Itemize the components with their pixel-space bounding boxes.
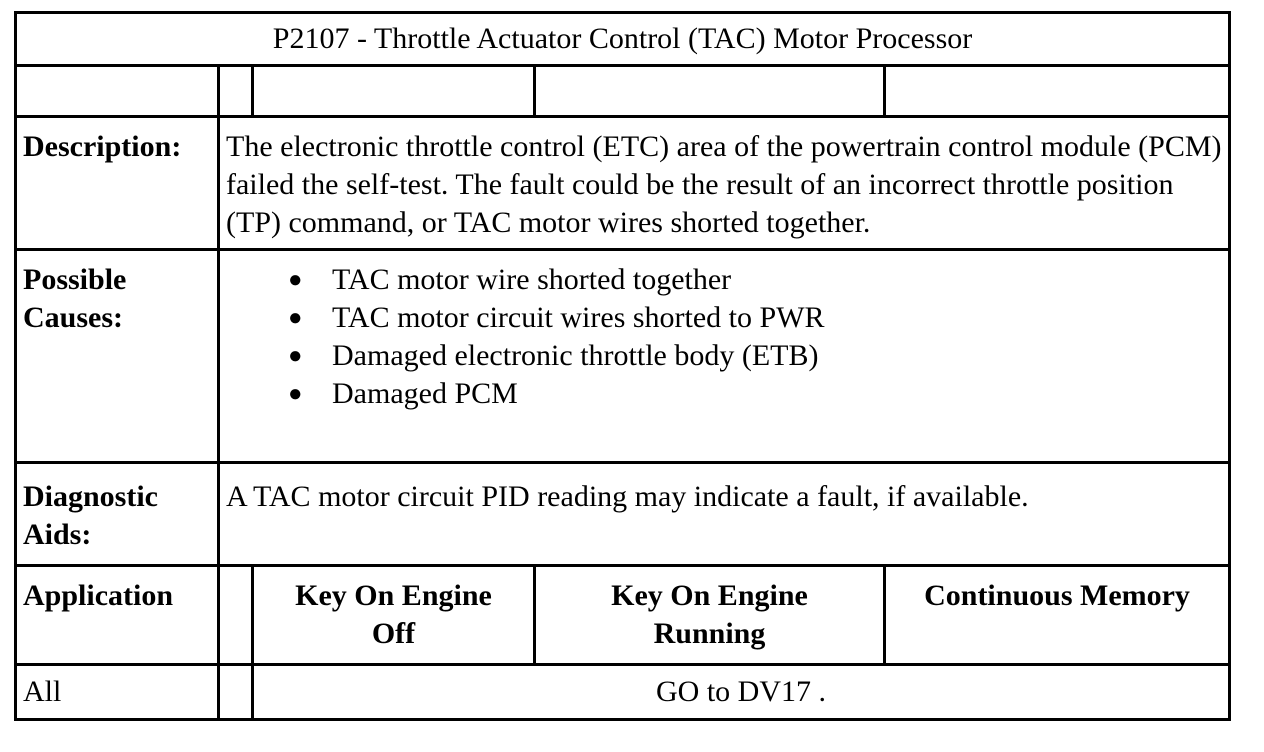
possible-causes-row bbox=[16, 250, 1230, 463]
blank-cell bbox=[535, 66, 885, 117]
diagnostic-aids-label-line1: Diagnostic bbox=[23, 480, 158, 513]
cause-text: TAC motor circuit wires shorted to PWR bbox=[332, 301, 825, 334]
bullet-icon: ● bbox=[288, 343, 303, 369]
list-item bbox=[288, 337, 1222, 375]
continuous-memory-header: Continuous Memory bbox=[885, 566, 1230, 665]
blank-cell bbox=[219, 566, 253, 665]
blank-cell bbox=[885, 66, 1230, 117]
blank-cell bbox=[253, 66, 535, 117]
koeo-header-line2: Off bbox=[371, 617, 416, 650]
koer-header-line2: Running bbox=[653, 617, 766, 650]
description-text: The electronic throttle control (ETC) area of the powertrain control module (PCM) failed the self-test. The fault could be the result of an incorrect throttle position (TP) command, or TAC motor wires shorted together. bbox=[219, 117, 1230, 250]
blank-cell bbox=[16, 66, 219, 117]
cause-text: Damaged PCM bbox=[332, 377, 518, 410]
blank-cell bbox=[219, 665, 253, 720]
list-item bbox=[288, 299, 1222, 337]
dtc-document bbox=[14, 11, 1231, 721]
go-to-dv17-text: GO to DV17 . bbox=[253, 665, 1230, 720]
koer-header-line1: Key On Engine bbox=[611, 579, 808, 612]
dtc-table bbox=[14, 11, 1231, 721]
koeo-header bbox=[253, 566, 535, 665]
dtc-title: P2107 - Throttle Actuator Control (TAC) Motor Processor bbox=[16, 13, 1230, 66]
possible-causes-label bbox=[16, 250, 219, 463]
possible-causes-label-line2: Causes: bbox=[23, 301, 124, 334]
list-item bbox=[288, 375, 1222, 413]
koer-header bbox=[535, 566, 885, 665]
cause-text: TAC motor wire shorted together bbox=[332, 263, 732, 296]
possible-causes-label-line1: Possible bbox=[23, 263, 127, 296]
bullet-icon: ● bbox=[288, 267, 303, 293]
description-row bbox=[16, 117, 1230, 250]
possible-causes-list bbox=[226, 261, 1222, 413]
bullet-icon: ● bbox=[288, 381, 303, 407]
application-row bbox=[16, 665, 1230, 720]
application-all-label: All bbox=[16, 665, 219, 720]
description-label: Description: bbox=[16, 117, 219, 250]
diagnostic-aids-text: A TAC motor circuit PID reading may indicate a fault, if available. bbox=[219, 463, 1230, 566]
application-header-row bbox=[16, 566, 1230, 665]
diagnostic-aids-label-line2: Aids: bbox=[23, 518, 92, 551]
koeo-header-line1: Key On Engine bbox=[295, 579, 492, 612]
application-label: Application bbox=[16, 566, 219, 665]
blank-row bbox=[16, 66, 1230, 117]
title-row bbox=[16, 13, 1230, 66]
blank-cell bbox=[219, 66, 253, 117]
list-item bbox=[288, 261, 1222, 299]
bullet-icon: ● bbox=[288, 305, 303, 331]
possible-causes-list-cell bbox=[219, 250, 1230, 463]
diagnostic-aids-row bbox=[16, 463, 1230, 566]
diagnostic-aids-label bbox=[16, 463, 219, 566]
cause-text: Damaged electronic throttle body (ETB) bbox=[332, 339, 819, 372]
